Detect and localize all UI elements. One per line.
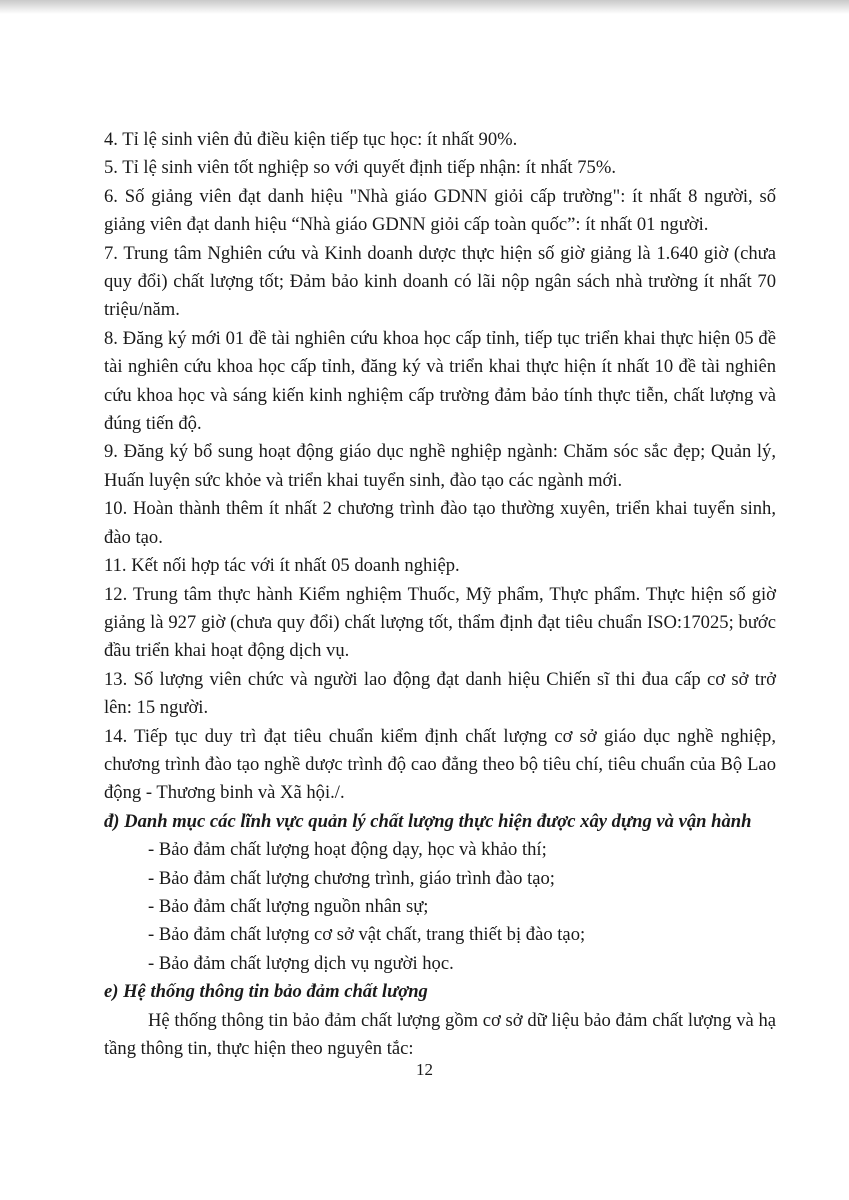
list-item: 8. Đăng ký mới 01 đề tài nghiên cứu khoa học cấp tỉnh, tiếp tục triển khai thực hiện 05 đề tài nghiên cứu khoa học cấp tỉnh, đăng ký và triển khai thực hiện ít nhất 10 đề tài nghiên cứu khoa học và sáng kiến kinh nghiệm cấp trường đảm bảo tính thực tiễn, chất lượng và đúng tiến độ. [104, 327, 776, 435]
list-item: 10. Hoàn thành thêm ít nhất 2 chương trình đào tạo thường xuyên, triển khai tuyển sinh, đào tạo. [104, 498, 776, 548]
page-number: 12 [416, 1060, 433, 1079]
list-item: 12. Trung tâm thực hành Kiểm nghiệm Thuốc, Mỹ phẩm, Thực phẩm. Thực hiện số giờ giảng là 927 giờ (chưa quy đổi) chất lượng tốt, thẩm định đạt tiêu chuẩn ISO:17025; bước đầu triển khai hoạt động dịch vụ. [104, 583, 776, 662]
section-e-heading: e) Hệ thống thông tin bảo đảm chất lượng [104, 981, 428, 1003]
list-item: 11. Kết nối hợp tác với ít nhất 05 doanh nghiệp. [104, 555, 460, 577]
section-e-paragraph: Hệ thống thông tin bảo đảm chất lượng gồm cơ sở dữ liệu bảo đảm chất lượng và hạ tầng thông tin, thực hiện theo nguyên tắc: [104, 1009, 776, 1059]
list-item: 4. Tỉ lệ sinh viên đủ điều kiện tiếp tục học: ít nhất 90%. [104, 129, 518, 150]
scan-shadow [0, 0, 849, 14]
bullet-item: - Bảo đảm chất lượng dịch vụ người học. [148, 952, 454, 974]
section-d-heading: đ) Danh mục các lĩnh vực quản lý chất lượng thực hiện được xây dựng và vận hành [104, 810, 752, 832]
bullet-item: - Bảo đảm chất lượng nguồn nhân sự; [148, 895, 429, 917]
list-item: 5. Tỉ lệ sinh viên tốt nghiệp so với quyết định tiếp nhận: ít nhất 75%. [104, 157, 616, 179]
list-item: 6. Số giảng viên đạt danh hiệu "Nhà giáo GDNN giỏi cấp trường": ít nhất 8 người, số giảng viên đạt danh hiệu “Nhà giáo GDNN giỏi cấp toàn quốc”: ít nhất 01 người. [104, 185, 776, 236]
list-item: 14. Tiếp tục duy trì đạt tiêu chuẩn kiểm định chất lượng cơ sở giáo dục nghề nghiệp, chương trình đào tạo nghề dược trình độ cao đẳng theo bộ tiêu chí, tiêu chuẩn của Bộ Lao động - Thương binh và Xã hội./. [104, 725, 776, 804]
bullet-item: - Bảo đảm chất lượng chương trình, giáo trình đào tạo; [148, 867, 555, 889]
list-item: 13. Số lượng viên chức và người lao động đạt danh hiệu Chiến sĩ thi đua cấp cơ sở trở lên: 15 người. [104, 668, 776, 719]
bullet-item: - Bảo đảm chất lượng cơ sở vật chất, trang thiết bị đào tạo; [148, 924, 586, 946]
list-item: 7. Trung tâm Nghiên cứu và Kinh doanh dược thực hiện số giờ giảng là 1.640 giờ (chưa quy đổi) chất lượng tốt; Đảm bảo kinh doanh có lãi nộp ngân sách nhà trường ít nhất 70 triệu/năm. [104, 242, 776, 321]
list-item: 9. Đăng ký bổ sung hoạt động giáo dục nghề nghiệp ngành: Chăm sóc sắc đẹp; Quản lý, Huấn luyện sức khỏe và triển khai tuyển sinh, đào tạo các ngành mới. [104, 441, 776, 491]
bullet-item: - Bảo đảm chất lượng hoạt động dạy, học và khảo thí; [148, 839, 547, 861]
page-content [104, 126, 776, 1063]
